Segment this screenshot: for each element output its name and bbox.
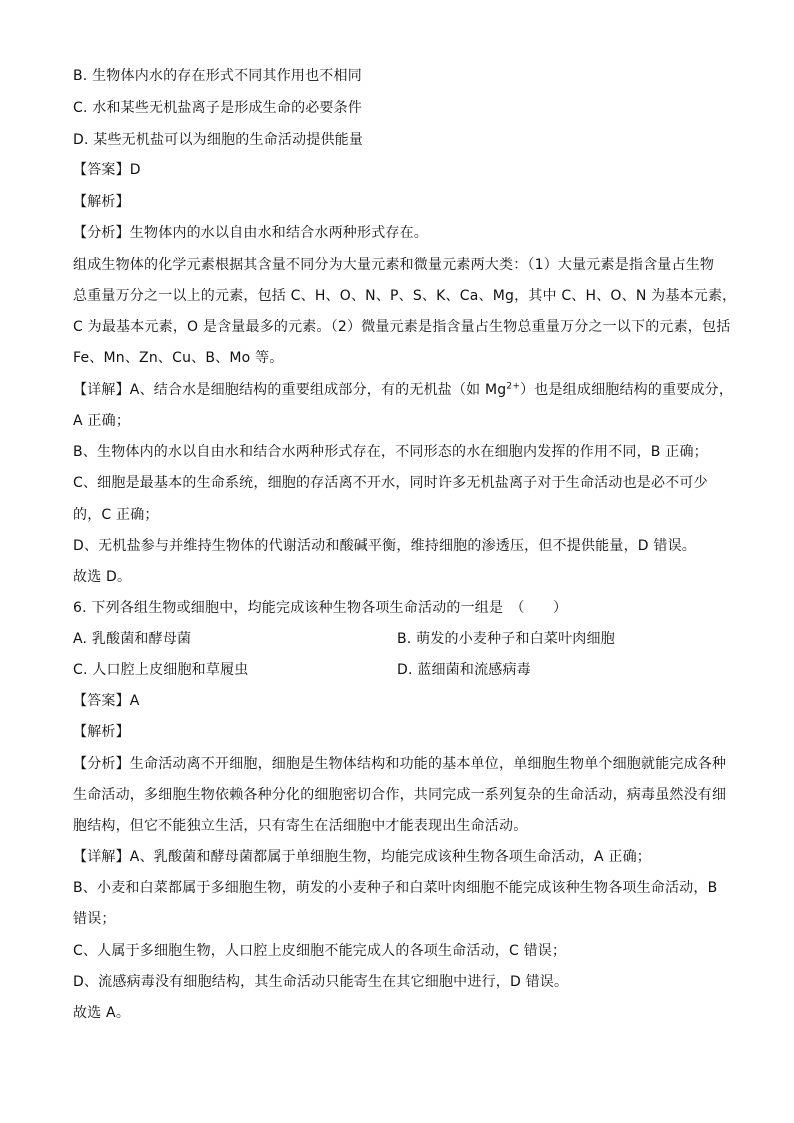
q6-conclusion: 故选 A。 <box>73 1005 131 1021</box>
q6-xiangjie-d: D、流感病毒没有细胞结构，其生命活动只能寄生在其它细胞中进行，D 错误。 <box>73 974 569 990</box>
q6-option-d: D. 蓝细菌和流感病毒 <box>397 662 531 678</box>
q5-answer: 【答案】D <box>73 162 141 178</box>
q5-fenxi: 【分析】生物体内的水以自由水和结合水两种形式存在。 <box>73 225 428 241</box>
q6-xiangjie-c: C、人属于多细胞生物，人口腔上皮细胞不能完成人的各项生命活动，C 错误； <box>73 943 567 959</box>
q6-stem: 6. 下列各组生物或细胞中，均能完成该种生物各项生命活动的一组是 （ ） <box>73 600 568 616</box>
q5-para-line: 组成生物体的化学元素根据其含量不同分为大量元素和微量元素两大类：（1）大量元素是指含量占生物 <box>73 257 715 273</box>
q5-xiangjie-a-line1 <box>73 381 733 399</box>
q6-answer: 【答案】A <box>73 693 140 709</box>
q5-option-b: B. 生物体内水的存在形式不同其作用也不相同 <box>73 68 362 84</box>
q5-conclusion: 故选 D。 <box>73 569 132 585</box>
q6-fenxi-line: 生命活动，多细胞生物依赖各种分化的细胞密切合作，共同完成一系列复杂的生命活动，病毒虽然没有细 <box>73 787 727 803</box>
q5-para-line: 总重量万分之一以上的元素，包括 C、H、O、N、P、S、K、Ca、Mg，其中 C、H、O、N 为基本元素， <box>73 288 737 304</box>
q5-xiangjie-a-pre: 【详解】A、结合水是细胞结构的重要组成部分，有的无机盐（如 Mg <box>73 382 507 398</box>
q5-xiangjie-c-line2: 的，C 正确； <box>73 507 159 523</box>
q6-xiangjie-b-line2: 错误； <box>73 911 116 927</box>
q5-option-d: D. 某些无机盐可以为细胞的生命活动提供能量 <box>73 132 364 148</box>
q5-analysis-heading: 【解析】 <box>73 194 130 210</box>
q6-xiangjie-b-line1: B、小麦和白菜都属于多细胞生物，萌发的小麦种子和白菜叶肉细胞不能完成该种生物各项生命活动，B <box>73 880 718 896</box>
q6-analysis-heading: 【解析】 <box>73 724 130 740</box>
q6-fenxi-line: 【分析】生命活动离不开细胞，细胞是生物体结构和功能的基本单位，单细胞生物单个细胞就能完成各种 <box>73 756 727 772</box>
q5-xiangjie-d: D、无机盐参与并维持生物体的代谢活动和酸碱平衡，维持细胞的渗透压，但不提供能量，D 错误。 <box>73 538 697 554</box>
q5-mg-superscript: 2+ <box>506 381 521 392</box>
q6-option-b: B. 萌发的小麦种子和白菜叶肉细胞 <box>397 631 615 647</box>
q5-xiangjie-a-line2: A 正确； <box>73 413 131 429</box>
q6-fenxi-line: 胞结构，但它不能独立生活，只有寄生在活细胞中才能表现出生命活动。 <box>73 818 528 834</box>
q5-xiangjie-a-post: ）也是组成细胞结构的重要成分， <box>520 382 734 398</box>
q5-option-c: C. 水和某些无机盐离子是形成生命的必要条件 <box>73 100 363 116</box>
q5-xiangjie-c-line1: C、细胞是最基本的生命系统，细胞的存活离不开水，同时许多无机盐离子对于生命活动也是必不可少 <box>73 475 708 491</box>
q5-xiangjie-b: B、生物体内的水以自由水和结合水两种形式存在，不同形态的水在细胞内发挥的作用不同，B 正确； <box>73 444 708 460</box>
q6-option-c: C. 人口腔上皮细胞和草履虫 <box>73 662 249 678</box>
q5-para-line: C 为最基本元素，O 是含量最多的元素。（2）微量元素是指含量占生物总重量万分之一以下的元素，包括 <box>73 319 731 335</box>
q5-para-line: Fe、Mn、Zn、Cu、B、Mo 等。 <box>73 350 284 366</box>
q6-option-a: A. 乳酸菌和酵母菌 <box>73 631 192 647</box>
q6-xiangjie-a: 【详解】A、乳酸菌和酵母菌都属于单细胞生物，均能完成该种生物各项生命活动，A 正确； <box>73 849 652 865</box>
